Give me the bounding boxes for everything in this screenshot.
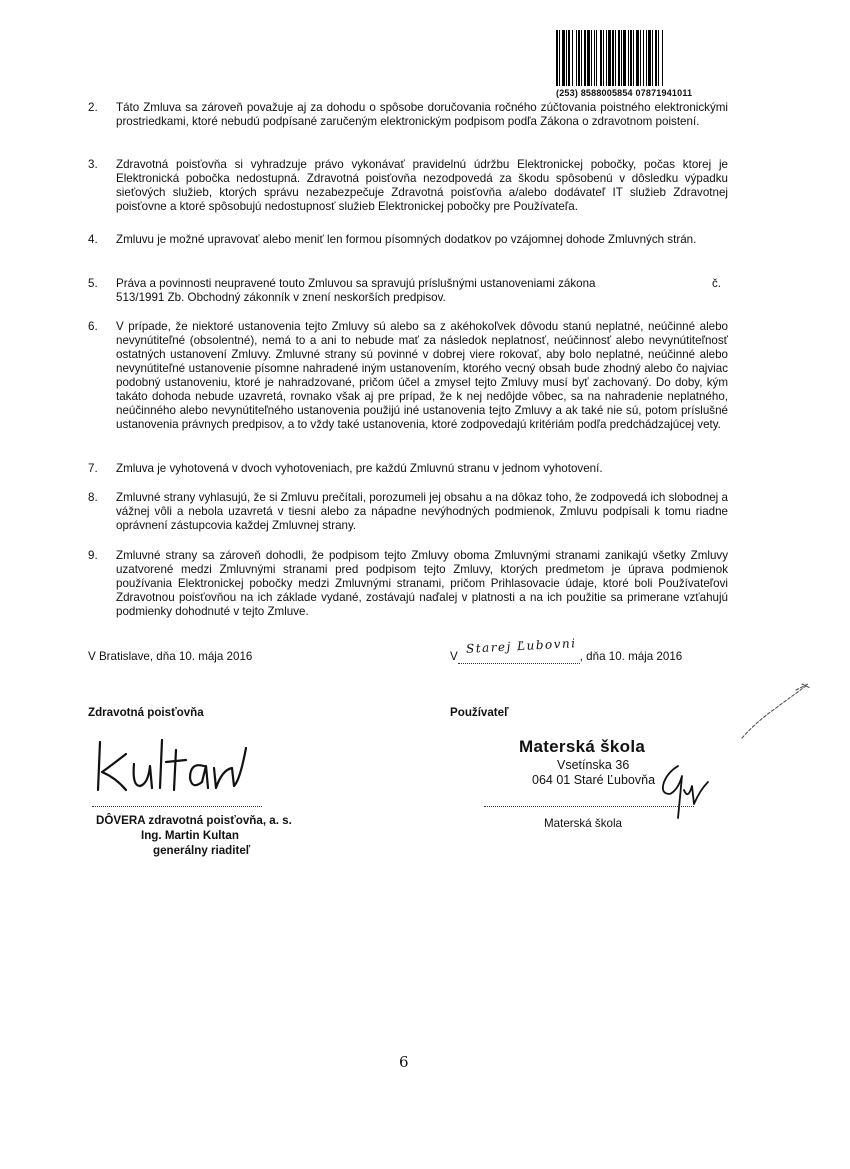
stamp-city: 064 01 Staré Ľubovňa [532, 773, 656, 787]
barcode-bar [615, 30, 616, 86]
barcode-bar [643, 30, 644, 86]
clause-9 [88, 549, 728, 619]
clause-text: Zmluvné strany vyhlasujú, že si Zmluvu prečítali, porozumeli jej obsahu a na dôkaz toho, že zodpovedá ich slobodnej a vážnej vôli a nebola uzavretá v tiesni alebo za nápadne nevýhodných podmienok, Zmluvu podpísali k tomu riadne oprávnení zástupcovia každej Zmluvnej strany. [116, 491, 728, 532]
barcode-bar [633, 30, 634, 86]
left-party-label: Zdravotná poisťovňa [88, 706, 204, 719]
clause-text: V prípade, že niektoré ustanovenia tejto Zmluvy sú alebo sa z akéhokoľvek dôvodu stanú neplatné, neúčinné alebo nevynútiteľné (obsolentné), nemá to a ani to nebude mať za následok neplatnosť, neúčinnosť alebo nevynútiteľnosť ostatných ustanovení Zmluvy. Zmluvné strany sú povinné v dobrej viere rokovať, aby bolo neplatné, neúčinné alebo nevynútiteľné ustanovenie písomne nahradené iným ustanovením, ktorého vecný obsah bude zhodný alebo čo najviac podobný ustanoveniu, ktoré je nahradzované, pričom účel a zmysel tejto Zmluvy musí byť zachovaný. Do doby, kým takáto dohoda nebude uzavretá, rovnako však aj pre prípad, že k nej nedôjde vôbec, sa na nahradenie neplatného, neúčinného alebo nevynútiteľného ustanovenia použijú iné ustanovenia tejto Zmluvy a ak také nie sú, potom príslušné ustanovenia právnych predpisov, a to vždy také ustanovenia, ktoré zodpovedajú kritériám podľa predchádzajúcej vety. [116, 320, 728, 431]
barcode-bar [572, 30, 573, 86]
barcode-bar [630, 30, 632, 86]
clause-text: Zmluva je vyhotovená v dvoch vyhotoveniach, pre každú Zmluvnú stranu v jednom vyhotovení. [116, 462, 603, 475]
barcode-bar [584, 30, 586, 86]
left-signature-line [92, 806, 262, 807]
barcode-bar [566, 30, 567, 86]
clause-5 [88, 277, 728, 305]
clause-8 [88, 491, 728, 533]
left-org: DÔVERA zdravotná poisťovňa, a. s. [96, 814, 292, 827]
clause-text: Táto Zmluva sa zároveň považuje aj za dohodu o spôsobe doručovania ročného zúčtovania poistného elektronickými prostriedkami, ktoré nebudú podpísané zaručeným elektronickým podpisom podľa Zákona o zdravotnom poistení. [116, 101, 728, 128]
clause-3 [88, 158, 728, 214]
barcode-bar [578, 30, 580, 86]
clause-number: 5. [88, 277, 98, 290]
clause-6 [88, 320, 728, 432]
left-place-date: V Bratislave, dňa 10. mája 2016 [88, 650, 253, 663]
barcode-bar [618, 30, 620, 86]
right-org: Materská škola [544, 817, 622, 830]
barcode-bar [623, 30, 626, 86]
right-place-prefix: V [450, 650, 458, 663]
barcode-bar [596, 30, 597, 86]
barcode-bar [581, 30, 582, 86]
right-signature [648, 760, 718, 822]
barcode-number: (253) 8588005854 07871941011 [556, 88, 693, 98]
clause-text-second-line: 513/1991 Zb. Obchodný zákonník v znení neskorších predpisov. [116, 291, 446, 304]
clause-4 [88, 233, 728, 247]
clause-number: 6. [88, 320, 98, 333]
barcode-bar [562, 30, 565, 86]
barcode-bar [648, 30, 651, 86]
right-date: , dňa 10. mája 2016 [579, 650, 683, 663]
clause-text: Zmluvu je možné upravovať alebo meniť len formou písomných dodatkov po vzájomnej dohode Zmluvných strán. [116, 233, 697, 246]
clause-text-tail: č. [712, 277, 722, 290]
barcode-bar [658, 30, 659, 86]
barcode-bar [591, 30, 592, 86]
clause-number: 4. [88, 233, 98, 246]
barcode-graphic [556, 30, 714, 86]
stamp-street: Vsetínska 36 [557, 758, 630, 772]
right-party-label: Používateľ [450, 706, 509, 719]
barcode-bar [606, 30, 607, 86]
barcode-bar [576, 30, 577, 86]
barcode-bar [612, 30, 614, 86]
clause-text [116, 277, 728, 305]
barcode-bar [640, 30, 641, 86]
clause-text: Zmluvné strany sa zároveň dohodli, že podpisom tejto Zmluvy oboma Zmluvnými stranami zanikajú všetky Zmluvy uzatvorené medzi Zmluvnými stranami pred podpisom tejto Zmluvy, ktorých predmetom je úprava podmienok používania Elektronickej pobočky medzi Zmluvnými stranami, pričom Prihlasovacie údaje, ktoré boli Používateľovi Zdravotnou poisťovňou na ich základe vydané, zostávajú naďalej v platnosti a na ich použitie sa primerane vzťahujú podmienky dohodnuté v tejto Zmluve. [116, 549, 728, 618]
barcode-bar [603, 30, 604, 86]
barcode-bar [556, 30, 558, 86]
clause-text: Zdravotná poisťovňa si vyhradzuje právo vykonávať pravidelnú údržbu Elektronickej pobočky, počas ktorej je Elektronická pobočka nedostupná. Zdravotná poisťovňa nezodpovedá za škodu spôsobenú v dôsledku výpadku sieťových služieb, ktorých správu nezabezpečuje Zdravotná poisťovňa a/alebo dodávateľ IT služieb Zdravotnej poisťovne a ktoré spôsobujú nedostupnosť služieb Elektronickej pobočky pre Používateľa. [116, 158, 728, 213]
barcode-bar [600, 30, 602, 86]
barcode-bar [608, 30, 611, 86]
margin-pen-mark [736, 680, 816, 742]
barcode-bar [628, 30, 629, 86]
clause-text-main: Práva a povinnosti neupravené touto Zmluvou sa spravujú príslušnými ustanoveniami zákona [116, 277, 596, 290]
clause-7 [88, 462, 728, 476]
left-title: generálny riaditeľ [153, 844, 251, 857]
right-place-handwritten: Starej Ľubovni [465, 636, 577, 656]
barcode-bar [655, 30, 657, 86]
right-signature-line [484, 806, 694, 807]
barcode [556, 30, 714, 100]
page-number: 6 [399, 1053, 409, 1071]
barcode-bar [594, 30, 595, 86]
clause-2 [88, 101, 728, 129]
barcode-bar [621, 30, 622, 86]
barcode-bar [636, 30, 639, 86]
left-name: Ing. Martin Kultan [141, 829, 239, 842]
barcode-bar [559, 30, 560, 86]
right-place-date [450, 636, 683, 664]
barcode-bar [587, 30, 590, 86]
stamp-title: Materská škola [519, 737, 646, 756]
clause-number: 9. [88, 549, 98, 562]
clause-number: 7. [88, 462, 98, 475]
right-place-handwritten-field [458, 636, 580, 664]
clause-number: 2. [88, 101, 98, 114]
barcode-bar [652, 30, 653, 86]
clause-number: 3. [88, 158, 98, 171]
barcode-bar [568, 30, 570, 86]
clause-number: 8. [88, 491, 98, 504]
left-signature [90, 728, 250, 800]
barcode-bar [646, 30, 647, 86]
barcode-bar [662, 30, 663, 86]
